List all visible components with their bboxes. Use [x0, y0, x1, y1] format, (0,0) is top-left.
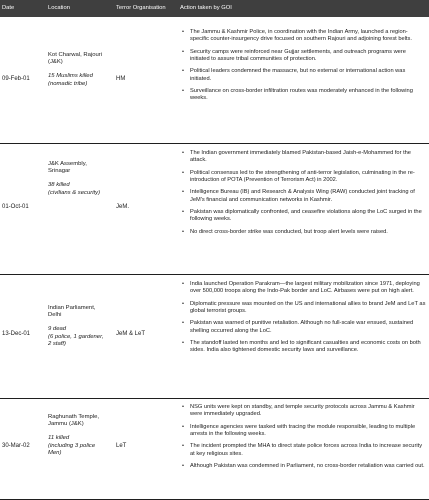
- action-item: • No direct cross-border strike was conducted, but troop alert levels were raised.: [180, 229, 426, 236]
- table-row: [0, 275, 429, 398]
- row-date: 13-Dec-01: [2, 331, 31, 337]
- row-date: 30-Mar-02: [2, 443, 30, 449]
- action-item: • The standoff lasted ten months and led to significant casualties and economic costs on both sides. India also tightened domestic security laws and surveillance.: [180, 340, 426, 354]
- action-item: • The Indian government immediately blamed Pakistan-based Jaish-e-Mohammed for the attack.: [180, 150, 426, 164]
- casualty-note: [48, 435, 110, 457]
- location-line: Raghunath Temple,: [48, 414, 99, 420]
- action-list: [180, 281, 426, 360]
- casualty-line: 2 staff): [48, 340, 67, 347]
- casualty-note: [48, 326, 110, 348]
- row-location: [48, 52, 110, 88]
- action-list: [180, 404, 426, 476]
- row-location: [48, 161, 110, 197]
- action-list: [180, 29, 426, 108]
- casualty-line: (nomadic tribe): [48, 80, 88, 87]
- action-item: • Intelligence agencies were tasked with tracing the module responsible, leading to multiple arrests in the following weeks.: [180, 424, 426, 438]
- casualty-line: Men): [48, 449, 62, 456]
- table-row: [0, 144, 429, 274]
- action-item: • Political leaders condemned the massacre, but no external or international action was initiated.: [180, 68, 426, 82]
- location-line: Indian Parliament,: [48, 305, 96, 311]
- casualty-line: 9 dead: [48, 326, 67, 333]
- table-row: [0, 399, 429, 499]
- location-line: Delhi: [48, 312, 62, 319]
- action-item: • Security camps were reinforced near Gujjar settlements, and outreach programs were initiated to assure tribal communities of protection.: [180, 49, 426, 63]
- row-terror-organisation: LeT: [116, 443, 127, 449]
- action-item: • The Jammu & Kashmir Police, in coordination with the Indian Army, launched a region-specific counter-insurgency drive focused on southern Rajouri and adjoining forest belts.: [180, 29, 426, 43]
- action-item: • The incident prompted the MHA to direct state police forces across India to increase security at key religious sites.: [180, 443, 426, 457]
- casualty-line: 15 Muslims killed: [48, 73, 93, 80]
- casualty-line: (civilians & security): [48, 189, 101, 196]
- row-terror-organisation: JeM & LeT: [116, 331, 146, 337]
- action-item: • NSG units were kept on standby, and temple security protocols across Jammu & Kashmir were immediately upgraded.: [180, 404, 426, 418]
- action-item: • Diplomatic pressure was mounted on the US and international allies to brand JeM and LeT as global terrorist groups.: [180, 301, 426, 315]
- action-item: • Intelligence Bureau (IB) and Research & Analysis Wing (RAW) conducted joint tracking of JeM's financial and communication networks in Kashmir.: [180, 189, 426, 203]
- table-header: [0, 0, 429, 17]
- action-list: [180, 150, 426, 241]
- header-terror-organisation: Terror Organisation: [116, 5, 166, 11]
- casualty-note: [48, 182, 110, 196]
- action-item: • Surveillance on cross-border infiltration routes was moderately enhanced in the following weeks.: [180, 88, 426, 102]
- header-location: Location: [48, 5, 70, 11]
- action-item: • India launched Operation Parakram—the largest military mobilization since 1971, deploying over 500,000 troops along the Indo-Pak border and LoC. Airbases were put on high alert.: [180, 281, 426, 295]
- location-line: (J&K): [48, 59, 63, 66]
- row-location: [48, 305, 110, 348]
- row-location: [48, 414, 110, 457]
- action-item: • Political consensus led to the strengthening of anti-terror legislation, culminating in the re-introduction of POTA (Prevention of Terrorism Act) in 2002.: [180, 170, 426, 184]
- casualty-note: [48, 73, 110, 87]
- action-item: • Although Pakistan was condemned in Parliament, no cross-border retaliation was carried out.: [180, 463, 426, 470]
- row-terror-organisation: HM: [116, 76, 126, 82]
- row-date: 01-Oct-01: [2, 204, 29, 210]
- location-line: Kot Charwal, Rajouri: [48, 52, 103, 58]
- action-item: • Pakistan was diplomatically confronted, and ceasefire violations along the LoC surged in the following weeks.: [180, 209, 426, 223]
- location-line: Jammu (J&K): [48, 421, 84, 428]
- header-action-taken: Action taken by GOI: [180, 5, 232, 11]
- location-line: J&K Assembly,: [48, 161, 87, 167]
- casualty-line: (including 3 police: [48, 442, 96, 449]
- location-line: Srinagar: [48, 168, 71, 175]
- table-row: [0, 19, 429, 143]
- header-date: Date: [2, 5, 15, 11]
- action-item: • Pakistan was warned of punitive retaliation. Although no full-scale war ensued, sustained shelling occurred along the LoC.: [180, 320, 426, 334]
- row-terror-organisation: JeM.: [116, 204, 130, 210]
- casualty-line: 38 killed: [48, 182, 70, 189]
- casualty-line: 11 killed: [48, 435, 70, 442]
- casualty-line: (6 police, 1 gardener,: [48, 333, 104, 340]
- row-date: 09-Feb-01: [2, 76, 30, 82]
